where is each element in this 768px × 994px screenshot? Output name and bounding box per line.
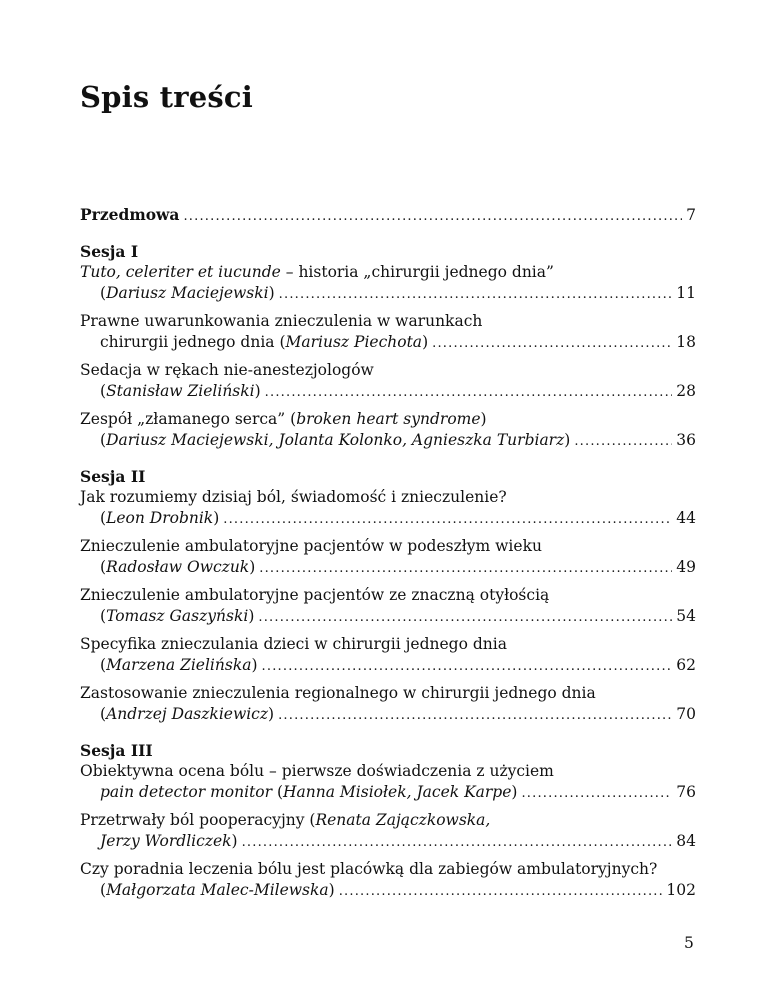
page-ref: 28 — [676, 382, 696, 400]
paren: ) — [328, 881, 335, 899]
page-number: 5 — [684, 934, 694, 952]
entry-author: Andrzej Daszkiewicz — [106, 705, 269, 723]
entry-title: Specyfika znieczulania dzieci w chirurgii jednego dnia — [80, 635, 507, 653]
toc-entry — [80, 859, 696, 902]
dot-leader — [574, 431, 672, 452]
entry-author: Leon Drobnik — [106, 509, 214, 527]
entry-title: Znieczulenie ambulatoryjne pacjentów w podeszłym wieku — [80, 537, 542, 555]
entry-title: Sedacja w rękach nie-anestezjologów — [80, 361, 374, 379]
entry-title: – historia „chirurgii jednego dnia” — [280, 263, 554, 281]
entry-author: Radosław Owczuk — [106, 558, 250, 576]
paren: ( — [100, 705, 107, 723]
toc-entry — [80, 262, 696, 305]
paren: ) — [213, 509, 220, 527]
page-ref: 62 — [676, 656, 696, 674]
entry-author: Renata Zajączkowska, — [315, 811, 491, 829]
toc-entry — [80, 761, 696, 804]
toc-entry — [80, 634, 696, 677]
paren: ( — [100, 284, 107, 302]
page-ref: 54 — [676, 607, 696, 625]
entry-author: Dariusz Maciejewski, Jolanta Kolonko, Agnieszka Turbiarz — [106, 431, 565, 449]
section-heading: Sesja I — [80, 242, 139, 261]
page-ref: 76 — [676, 783, 696, 801]
dot-leader — [242, 832, 673, 853]
dot-leader — [521, 783, 672, 804]
dot-leader — [265, 382, 673, 403]
entry-title-italic: Tuto, celeriter et iucunde — [80, 263, 281, 281]
toc-entry — [80, 536, 696, 579]
paren: ) — [248, 607, 255, 625]
entry-label: Przedmowa — [80, 205, 180, 224]
entry-title: Prawne uwarunkowania znieczulenia w warunkach — [80, 312, 483, 330]
entry-title: chirurgii jednego dnia ( — [100, 333, 286, 351]
entry-author: Mariusz Piechota — [285, 333, 423, 351]
entry-title: Zespół „złamanego serca” ( — [80, 410, 297, 428]
paren: ) — [251, 656, 258, 674]
entry-author: Dariusz Maciejewski — [106, 284, 269, 302]
paren: ) — [249, 558, 256, 576]
paren: ( — [100, 881, 107, 899]
dot-leader — [262, 656, 673, 677]
page-ref: 70 — [676, 705, 696, 723]
entry-title: Obiektywna ocena bólu – pierwsze doświadczenia z użyciem — [80, 762, 554, 780]
toc-entry — [80, 487, 696, 530]
dot-leader — [432, 333, 672, 354]
page-ref: 36 — [676, 431, 696, 449]
toc-entry — [80, 810, 696, 853]
dot-leader — [258, 607, 672, 628]
page-ref: 18 — [676, 333, 696, 351]
toc-entry — [80, 683, 696, 726]
entry-title-italic: pain detector monitor — [100, 783, 273, 801]
page-ref: 102 — [666, 881, 696, 899]
page-ref: 84 — [676, 832, 696, 850]
paren: ) — [480, 410, 487, 428]
dot-leader — [278, 705, 672, 726]
entry-title: Znieczulenie ambulatoryjne pacjentów ze znaczną otyłością — [80, 586, 550, 604]
paren: ( — [100, 656, 107, 674]
page-ref: 11 — [676, 284, 696, 302]
entry-author: Tomasz Gaszyński — [106, 607, 249, 625]
toc-entry — [80, 360, 696, 403]
paren: ( — [100, 382, 107, 400]
toc-entry — [80, 585, 696, 628]
paren: ( — [100, 558, 107, 576]
paren: ( — [272, 783, 284, 801]
toc-entry — [80, 311, 696, 354]
page-ref: 44 — [676, 509, 696, 527]
paren: ) — [254, 382, 261, 400]
page-ref: 49 — [676, 558, 696, 576]
page-ref: 7 — [686, 206, 696, 224]
dot-leader — [183, 206, 682, 227]
entry-author: Hanna Misiołek, Jacek Karpe — [283, 783, 512, 801]
entry-author: Jerzy Wordliczek — [100, 832, 232, 850]
toc-entry-przedmowa — [80, 204, 696, 227]
dot-leader — [339, 881, 663, 902]
page-title: Spis treści — [80, 80, 253, 114]
paren: ( — [100, 607, 107, 625]
dot-leader — [279, 284, 673, 305]
dot-leader — [259, 558, 672, 579]
paren: ) — [268, 705, 275, 723]
paren: ) — [231, 832, 238, 850]
paren: ) — [422, 333, 429, 351]
entry-title: Czy poradnia leczenia bólu jest placówką dla zabiegów ambulatoryjnych? — [80, 860, 658, 878]
paren: ) — [564, 431, 571, 449]
entry-author: Stanisław Zieliński — [106, 382, 255, 400]
paren: ( — [100, 431, 107, 449]
paren: ) — [511, 783, 518, 801]
entry-author: Małgorzata Malec-Milewska — [106, 881, 329, 899]
entry-title-italic: broken heart syndrome — [296, 410, 481, 428]
toc-entry — [80, 409, 696, 452]
entry-title: Jak rozumiemy dzisiaj ból, świadomość i znieczulenie? — [80, 488, 507, 506]
table-of-contents — [80, 204, 696, 902]
section-heading: Sesja III — [80, 741, 153, 760]
dot-leader — [223, 509, 672, 530]
entry-author: Marzena Zielińska — [106, 656, 252, 674]
paren: ( — [100, 509, 107, 527]
entry-title: Zastosowanie znieczulenia regionalnego w chirurgii jednego dnia — [80, 684, 596, 702]
entry-title: Przetrwały ból pooperacyjny ( — [80, 811, 316, 829]
section-heading: Sesja II — [80, 467, 146, 486]
paren: ) — [268, 284, 275, 302]
